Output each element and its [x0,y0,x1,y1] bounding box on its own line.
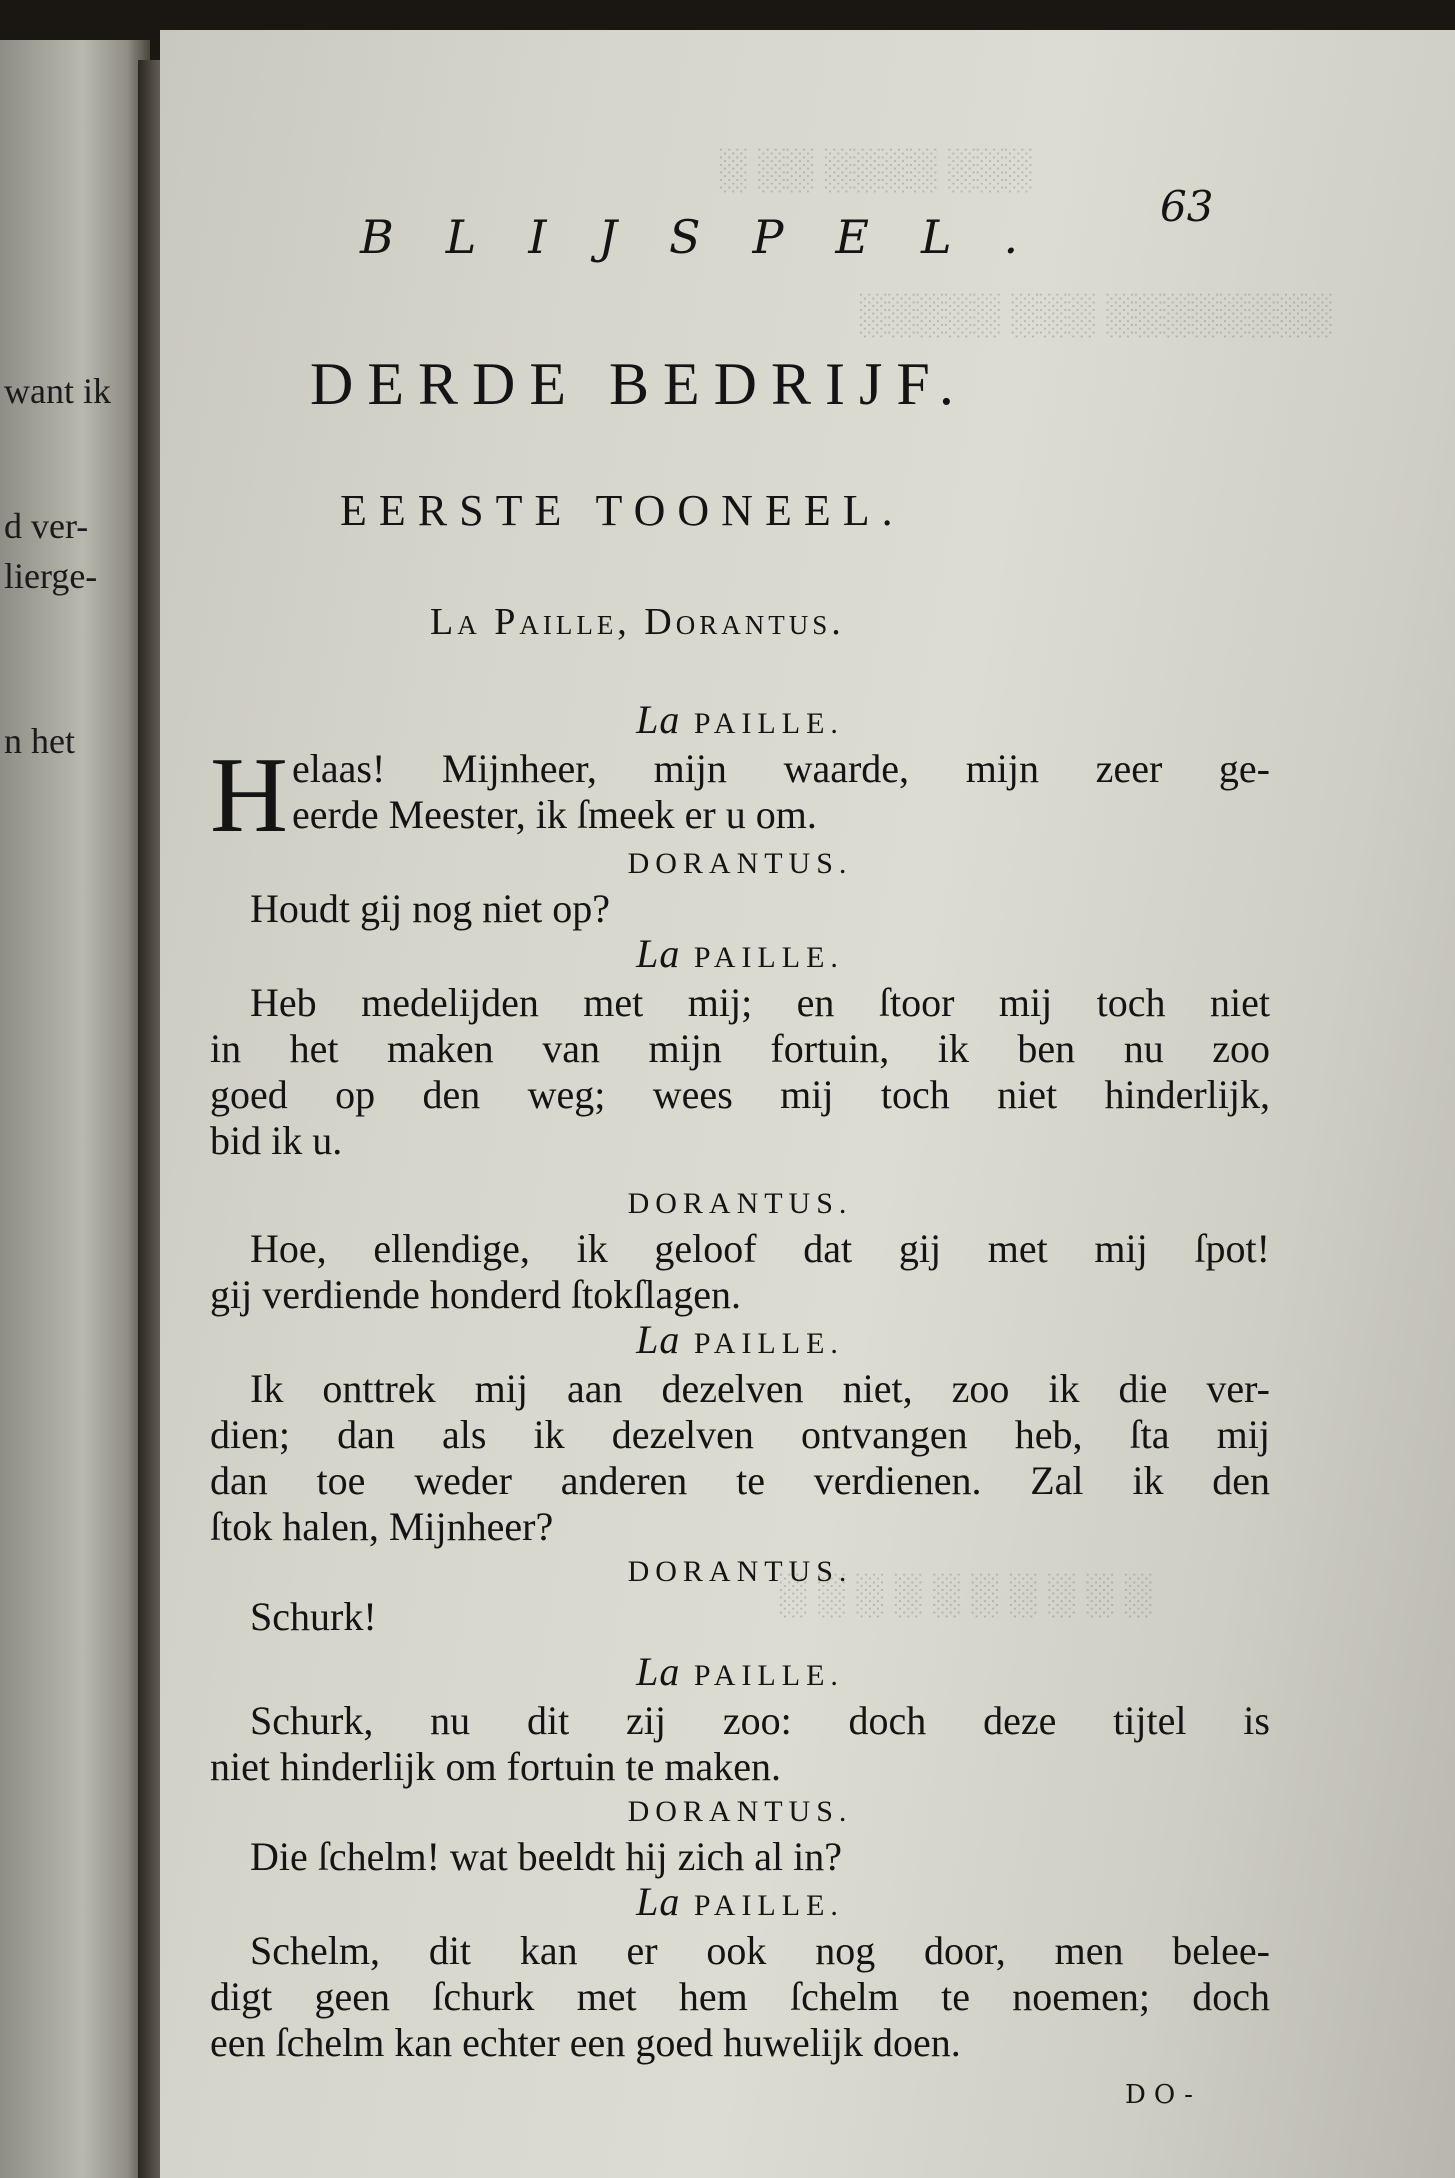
text-line: dien; dan als ik dezelven ontvangen heb, ſta mij [210,1412,1270,1457]
left-page-fragment: lierge- [4,556,98,596]
page-number: 63 [1160,182,1214,231]
speaker-heading: DORANTUS. [627,847,853,880]
scene-title: EERSTE TOONEEL. [340,486,905,535]
text-line: Hoe, ellendige, ik geloof dat gij met mij ſpot! [250,1226,1270,1271]
text-line: goed op den weg; wees mij toch niet hinderlijk, [210,1072,1270,1117]
speaker-heading: La PAILLE. [636,1879,844,1924]
text-line: ſtok halen, Mijnheer? [210,1504,554,1549]
left-page [0,40,150,2178]
text-line: Ik onttrek mij aan dezelven niet, zoo ik die ver- [250,1366,1270,1411]
show-through: ░░░ ░░░░ ░░ ░ [720,146,1034,191]
text-line: in het maken van mijn fortuin, ik ben nu zoo [210,1026,1270,1071]
text-line: digt geen ſchurk met hem ſchelm te noemen; doch [210,1974,1270,2019]
speaker-heading: DORANTUS. [627,1187,853,1220]
speaker-heading: La PAILLE. [636,697,844,742]
text-line: dan toe weder anderen te verdienen. Zal ik den [210,1458,1270,1503]
running-head: BLIJSPEL. [360,210,1071,264]
show-through: ░ ░ ░ ░ ░ ░ ░ ░ ░ ░ [780,1571,1154,1616]
left-page-fragment: n het [4,721,75,761]
speaker-heading: DORANTUS. [627,1555,853,1588]
text-line: Houdt gij nog niet op? [250,886,610,931]
scene-characters: La Paille, Dorantus. [430,601,845,643]
speaker-heading: La PAILLE. [636,931,844,976]
speech [210,736,1270,855]
drop-cap: H [210,736,288,855]
book-page [160,30,1455,2178]
text-line: elaas! Mijnheer, mijn waarde, mijn zeer ge- [292,746,1270,791]
left-page-fragment: d ver- [4,506,89,546]
text-line: Schelm, dit kan er ook nog door, men belee- [250,1928,1270,1973]
catchword: DO- [1125,2080,1201,2110]
show-through: ░░░░░░░░ ░░░ ░░░░░ [860,291,1334,336]
text-line: Schurk! [250,1594,377,1639]
speaker-heading: La PAILLE. [636,1649,844,1694]
text-line: Heb medelijden met mij; en ſtoor mij toch niet [250,980,1270,1025]
text-line: Schurk, nu dit zij zoo: doch deze tijtel is [250,1698,1270,1743]
act-title: DERDE BEDRIJF. [310,351,968,417]
text-line: niet hinderlijk om fortuin te maken. [210,1744,781,1789]
text-line: Die ſchelm! wat beeldt hij zich al in? [250,1834,842,1879]
text-line: eerde Meester, ik ſmeek er u om. [292,792,817,837]
text-line: een ſchelm kan echter een goed huwelijk doen. [210,2020,961,2065]
dialogue-block [210,698,1270,2066]
text-line: gij verdiende honderd ſtokſlagen. [210,1272,741,1317]
speaker-heading: La PAILLE. [636,1317,844,1362]
left-page-fragment: want ik [4,371,111,411]
speaker-heading: DORANTUS. [627,1795,853,1828]
text-line: bid ik u. [210,1118,343,1163]
